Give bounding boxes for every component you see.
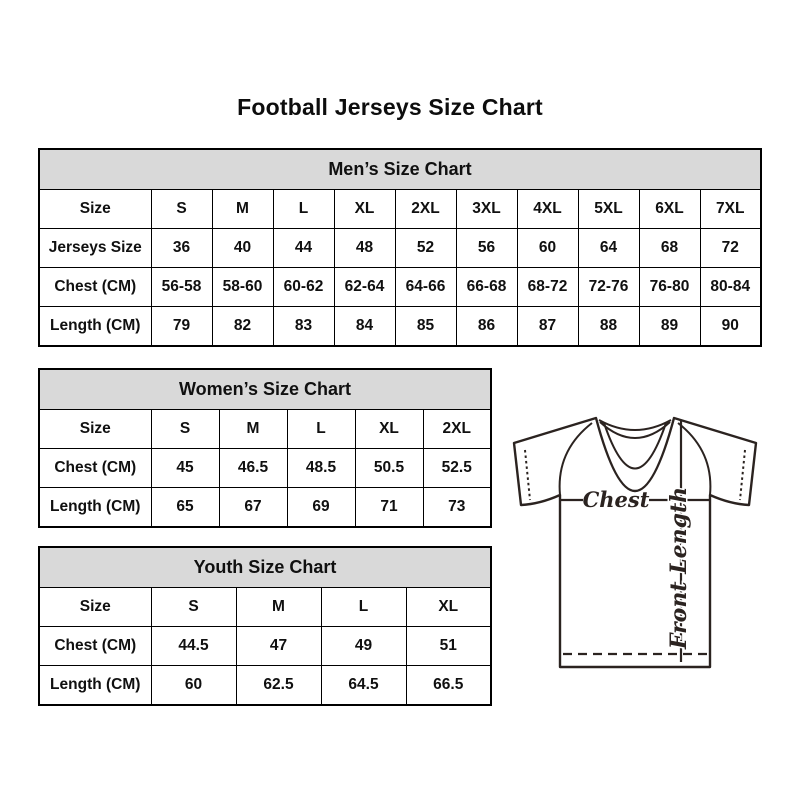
value-cell: 64.5 bbox=[321, 666, 406, 706]
value-cell: 86 bbox=[456, 307, 517, 347]
value-cell: 68 bbox=[639, 229, 700, 268]
value-cell: 69 bbox=[287, 488, 355, 528]
row-label-cell: Chest (CM) bbox=[39, 268, 151, 307]
table-row bbox=[39, 307, 761, 347]
value-cell: L bbox=[273, 190, 334, 229]
value-cell: 64 bbox=[578, 229, 639, 268]
value-cell: 50.5 bbox=[355, 449, 423, 488]
row-label-cell: Length (CM) bbox=[39, 488, 151, 528]
row-label-cell: Chest (CM) bbox=[39, 449, 151, 488]
value-cell: 90 bbox=[700, 307, 761, 347]
value-cell: 49 bbox=[321, 627, 406, 666]
mens-size-table bbox=[38, 148, 762, 347]
jersey-measurement-diagram bbox=[492, 396, 792, 688]
row-label-cell: Chest (CM) bbox=[39, 627, 151, 666]
value-cell: 51 bbox=[406, 627, 491, 666]
value-cell: 48 bbox=[334, 229, 395, 268]
chest-label: Chest bbox=[582, 487, 650, 512]
value-cell: 60-62 bbox=[273, 268, 334, 307]
youth-size-table bbox=[38, 546, 492, 706]
table-title: Youth Size Chart bbox=[39, 547, 491, 588]
value-cell: 80-84 bbox=[700, 268, 761, 307]
value-cell: S bbox=[151, 588, 236, 627]
value-cell: 56-58 bbox=[151, 268, 212, 307]
value-cell: 85 bbox=[395, 307, 456, 347]
value-cell: XL bbox=[334, 190, 395, 229]
value-cell: 89 bbox=[639, 307, 700, 347]
value-cell: 48.5 bbox=[287, 449, 355, 488]
value-cell: 7XL bbox=[700, 190, 761, 229]
value-cell: 71 bbox=[355, 488, 423, 528]
jersey-outline bbox=[514, 418, 756, 667]
table-row bbox=[39, 268, 761, 307]
value-cell: 76-80 bbox=[639, 268, 700, 307]
value-cell: 62.5 bbox=[236, 666, 321, 706]
womens-size-table bbox=[38, 368, 492, 528]
value-cell: 56 bbox=[456, 229, 517, 268]
value-cell: 66.5 bbox=[406, 666, 491, 706]
page-title: Football Jerseys Size Chart bbox=[237, 94, 543, 120]
value-cell: 68-72 bbox=[517, 268, 578, 307]
value-cell: 44.5 bbox=[151, 627, 236, 666]
value-cell: L bbox=[287, 410, 355, 449]
table-row bbox=[39, 229, 761, 268]
table-row bbox=[39, 666, 491, 706]
value-cell: 45 bbox=[151, 449, 219, 488]
value-cell: 6XL bbox=[639, 190, 700, 229]
value-cell: M bbox=[236, 588, 321, 627]
value-cell: 73 bbox=[423, 488, 491, 528]
value-cell: 79 bbox=[151, 307, 212, 347]
value-cell: 87 bbox=[517, 307, 578, 347]
value-cell: 64-66 bbox=[395, 268, 456, 307]
value-cell: 47 bbox=[236, 627, 321, 666]
value-cell: 4XL bbox=[517, 190, 578, 229]
value-cell: S bbox=[151, 410, 219, 449]
value-cell: 82 bbox=[212, 307, 273, 347]
value-cell: 72-76 bbox=[578, 268, 639, 307]
value-cell: 65 bbox=[151, 488, 219, 528]
value-cell: 3XL bbox=[456, 190, 517, 229]
value-cell: 67 bbox=[219, 488, 287, 528]
value-cell: 88 bbox=[578, 307, 639, 347]
value-cell: 40 bbox=[212, 229, 273, 268]
row-label-cell: Size bbox=[39, 410, 151, 449]
row-label-cell: Length (CM) bbox=[39, 666, 151, 706]
value-cell: 83 bbox=[273, 307, 334, 347]
value-cell: S bbox=[151, 190, 212, 229]
value-cell: 58-60 bbox=[212, 268, 273, 307]
row-label-cell: Size bbox=[39, 588, 151, 627]
table-row bbox=[39, 488, 491, 528]
table-row bbox=[39, 627, 491, 666]
front-length-label: Front Length bbox=[666, 486, 692, 650]
value-cell: 5XL bbox=[578, 190, 639, 229]
value-cell: 44 bbox=[273, 229, 334, 268]
value-cell: M bbox=[212, 190, 273, 229]
value-cell: 2XL bbox=[423, 410, 491, 449]
row-label-cell: Size bbox=[39, 190, 151, 229]
value-cell: 72 bbox=[700, 229, 761, 268]
value-cell: 66-68 bbox=[456, 268, 517, 307]
value-cell: 60 bbox=[517, 229, 578, 268]
value-cell: M bbox=[219, 410, 287, 449]
value-cell: XL bbox=[355, 410, 423, 449]
table-row bbox=[39, 410, 491, 449]
table-title: Women’s Size Chart bbox=[39, 369, 491, 410]
value-cell: 36 bbox=[151, 229, 212, 268]
value-cell: 52 bbox=[395, 229, 456, 268]
row-label-cell: Length (CM) bbox=[39, 307, 151, 347]
value-cell: 84 bbox=[334, 307, 395, 347]
value-cell: 60 bbox=[151, 666, 236, 706]
table-row bbox=[39, 449, 491, 488]
value-cell: 62-64 bbox=[334, 268, 395, 307]
row-label-cell: Jerseys Size bbox=[39, 229, 151, 268]
value-cell: 52.5 bbox=[423, 449, 491, 488]
value-cell: XL bbox=[406, 588, 491, 627]
value-cell: L bbox=[321, 588, 406, 627]
table-title: Men’s Size Chart bbox=[39, 149, 761, 190]
table-row bbox=[39, 588, 491, 627]
value-cell: 2XL bbox=[395, 190, 456, 229]
table-row bbox=[39, 190, 761, 229]
value-cell: 46.5 bbox=[219, 449, 287, 488]
